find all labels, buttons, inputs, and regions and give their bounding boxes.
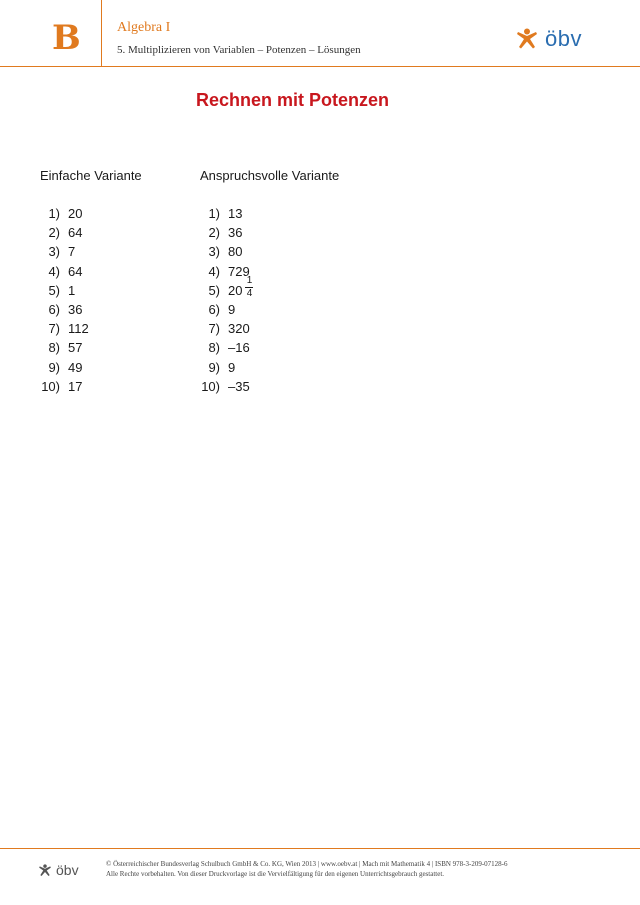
answer-value-wrap (68, 206, 82, 221)
fraction-numerator: 1 (246, 274, 253, 286)
answer-number: 10) (41, 378, 60, 394)
answer-value: 20 (228, 282, 243, 298)
answer-row (200, 300, 339, 319)
answer-value: 64 (68, 225, 83, 241)
section-letter: B (52, 18, 81, 58)
answer-number: 6) (208, 302, 220, 318)
answer-number: 4) (208, 263, 220, 279)
publisher-logo (515, 28, 582, 50)
answer-number: 1) (48, 206, 60, 222)
answer-value: 112 (68, 321, 89, 337)
answer-value: –16 (228, 340, 250, 356)
answer-value-wrap (228, 274, 253, 302)
answer-value-wrap (228, 379, 250, 394)
fraction (245, 276, 253, 299)
answer-row (40, 262, 142, 281)
answer-number: 2) (208, 225, 220, 241)
answer-value: 729 (228, 263, 250, 279)
simple-variant-list (40, 204, 142, 396)
answer-value-wrap (68, 283, 75, 298)
answer-value-wrap (228, 225, 242, 240)
answer-row (200, 274, 339, 300)
answer-value-wrap (68, 244, 75, 259)
answer-row (40, 300, 142, 319)
answer-number: 6) (48, 302, 60, 318)
answer-number: 2) (48, 225, 60, 241)
logo-text: öbv (545, 26, 582, 51)
answer-row (200, 262, 339, 281)
answer-value: –35 (228, 378, 250, 394)
answer-row (40, 242, 142, 261)
answer-value-wrap (68, 379, 82, 394)
answer-row (40, 204, 142, 223)
answer-value: 9 (228, 359, 236, 375)
chapter-title: Algebra I (117, 20, 171, 35)
answer-value: 7 (68, 244, 76, 260)
answer-row (40, 358, 142, 377)
answer-row (200, 242, 339, 261)
answer-value-wrap (68, 321, 89, 336)
answer-number: 10) (201, 378, 220, 394)
answer-value-wrap (228, 321, 250, 336)
answer-number: 5) (208, 282, 220, 298)
advanced-variant-column (200, 168, 339, 396)
simple-variant-column (40, 168, 142, 396)
page-header (0, 0, 640, 66)
answer-number: 5) (48, 282, 60, 298)
answer-row (40, 377, 142, 396)
answer-number: 7) (48, 321, 60, 337)
answer-value-wrap (68, 340, 82, 355)
answer-value-wrap (68, 360, 82, 375)
answer-number: 4) (48, 263, 60, 279)
advanced-variant-list (200, 204, 339, 396)
answer-row (200, 204, 339, 223)
answer-row (200, 377, 339, 396)
chapter-subtitle: 5. Multiplizieren von Variablen – Potenzen – Lösungen (117, 44, 361, 56)
answer-row (40, 223, 142, 242)
answer-number: 3) (48, 244, 60, 260)
answer-value-wrap (228, 340, 250, 355)
answer-value-wrap (228, 244, 242, 259)
answer-value: 13 (228, 206, 243, 222)
answer-value: 320 (228, 321, 250, 337)
simple-variant-heading: Einfache Variante (40, 168, 142, 183)
answer-value: 9 (228, 302, 236, 318)
answer-number: 9) (208, 359, 220, 375)
answer-value: 64 (68, 263, 83, 279)
answer-row (200, 319, 339, 338)
footer-line-1: © Österreichischer Bundesverlag Schulbuch GmbH & Co. KG, Wien 2013 | www.oebv.at | Mach mit Mathematik 4 | ISBN 978-3-209-07128-6 (106, 860, 508, 868)
answer-value: 49 (68, 359, 83, 375)
answer-number: 8) (48, 340, 60, 356)
answer-value: 36 (68, 302, 83, 318)
answer-row (200, 223, 339, 242)
footer-rule (0, 848, 640, 849)
answer-number: 7) (208, 321, 220, 337)
answer-row (200, 358, 339, 377)
footer-logo-text: öbv (56, 862, 79, 878)
answer-row (40, 319, 142, 338)
advanced-variant-heading: Anspruchsvolle Variante (200, 168, 340, 183)
obv-star-icon (38, 864, 52, 877)
answer-number: 8) (208, 340, 220, 356)
answer-value: 36 (228, 225, 243, 241)
answer-number: 3) (208, 244, 220, 260)
fraction-denominator: 4 (246, 287, 253, 299)
footer-copyright (106, 860, 626, 879)
answer-value-wrap (228, 360, 235, 375)
answer-value: 1 (68, 282, 76, 298)
answer-row (40, 338, 142, 357)
answer-row (200, 338, 339, 357)
answer-number: 1) (208, 206, 220, 222)
answer-number: 9) (48, 359, 60, 375)
answer-value-wrap (68, 264, 82, 279)
answer-value: 17 (68, 378, 83, 394)
footer-logo (38, 862, 79, 878)
obv-star-icon (515, 28, 539, 50)
footer-line-2: Alle Rechte vorbehalten. Von dieser Druckvorlage ist die Vervielfältigung für den eigenen Unterrichtsgebrauch gestattet. (106, 869, 445, 878)
answer-value: 20 (68, 206, 83, 222)
answer-value-wrap (68, 225, 82, 240)
answer-value-wrap (228, 302, 235, 317)
page-title: Rechnen mit Potenzen (195, 90, 390, 110)
answer-value-wrap (228, 206, 242, 221)
header-divider (101, 0, 102, 66)
header-rule (0, 66, 640, 67)
answer-value-wrap (68, 302, 82, 317)
answer-row (40, 281, 142, 300)
answer-value: 57 (68, 340, 83, 356)
answer-value: 80 (228, 244, 243, 260)
